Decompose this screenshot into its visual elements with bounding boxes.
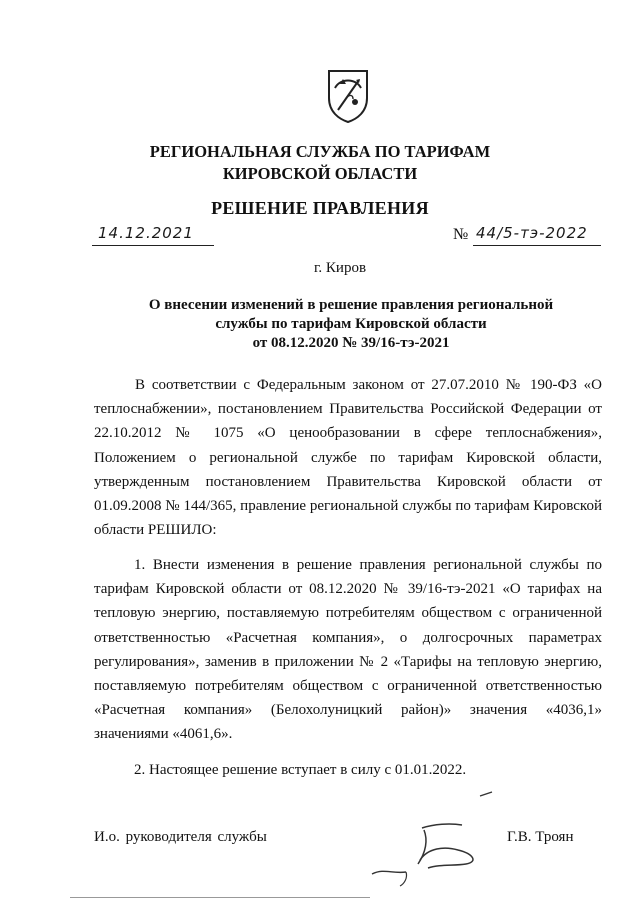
number-sign: № xyxy=(453,226,469,243)
item-2-paragraph: 2. Настоящее решение вступает в силу с 01.01.2022. xyxy=(134,762,467,778)
item-1-paragraph: 1. Внести изменения в решение правления региональной службы по тарифам Кировской области от 08.12.2020 № 39/16-тэ-2021 «О тарифах на тепловую энергию, поставляемую потребителям обществом с ограниченной ответственностью «Расчетная компания», о долгосрочных параметрах регулирования», заменив в приложении № 2 «Тарифы на тепловую энергию, поставляемую потребителям обществом с ограниченной ответственностью «Расчетная компания» (Белохолуницкий район)» значения «4036,1» значениями «4061,6». xyxy=(94,557,602,743)
decision-date: 14.12.2021 xyxy=(98,224,194,242)
decision-number: 44/5-тэ-2022 xyxy=(476,224,588,242)
signer-name: Г.В. Троян xyxy=(507,829,574,845)
signer-title: И.о. руководителя службы xyxy=(94,829,267,845)
org-name-line-1: РЕГИОНАЛЬНАЯ СЛУЖБА ПО ТАРИФАМ xyxy=(149,142,491,161)
subject-line-3: от 08.12.2020 № 39/16-тэ-2021 xyxy=(252,335,450,351)
subject-title xyxy=(120,296,582,353)
bottom-divider xyxy=(70,897,370,899)
intro-paragraph: В соответствии с Федеральным законом от 27.07.2010 № 190-ФЗ «О теплоснабжении», постановлением Правительства Российской Федерации от 22.10.2012 № 1075 «О ценообразовании в сфере теплоснабжения», Положением о региональной службе по тарифам Кировской области, утвержденным постановлением Правительства Кировской области от 01.09.2008 № 144/365, правление региональной службы по тарифам Кировской области РЕШИЛО: xyxy=(94,377,602,539)
subject-line-1: О внесении изменений в решение правления региональной xyxy=(148,297,554,313)
city: г. Киров xyxy=(313,260,367,276)
org-name-line-2: КИРОВСКОЙ ОБЛАСТИ xyxy=(222,164,418,183)
document-type: РЕШЕНИЕ ПРАВЛЕНИЯ xyxy=(211,198,429,218)
subject-line-2: службы по тарифам Кировской области xyxy=(215,316,487,332)
handwritten-signature xyxy=(362,790,502,890)
coat-of-arms-icon xyxy=(326,68,370,124)
